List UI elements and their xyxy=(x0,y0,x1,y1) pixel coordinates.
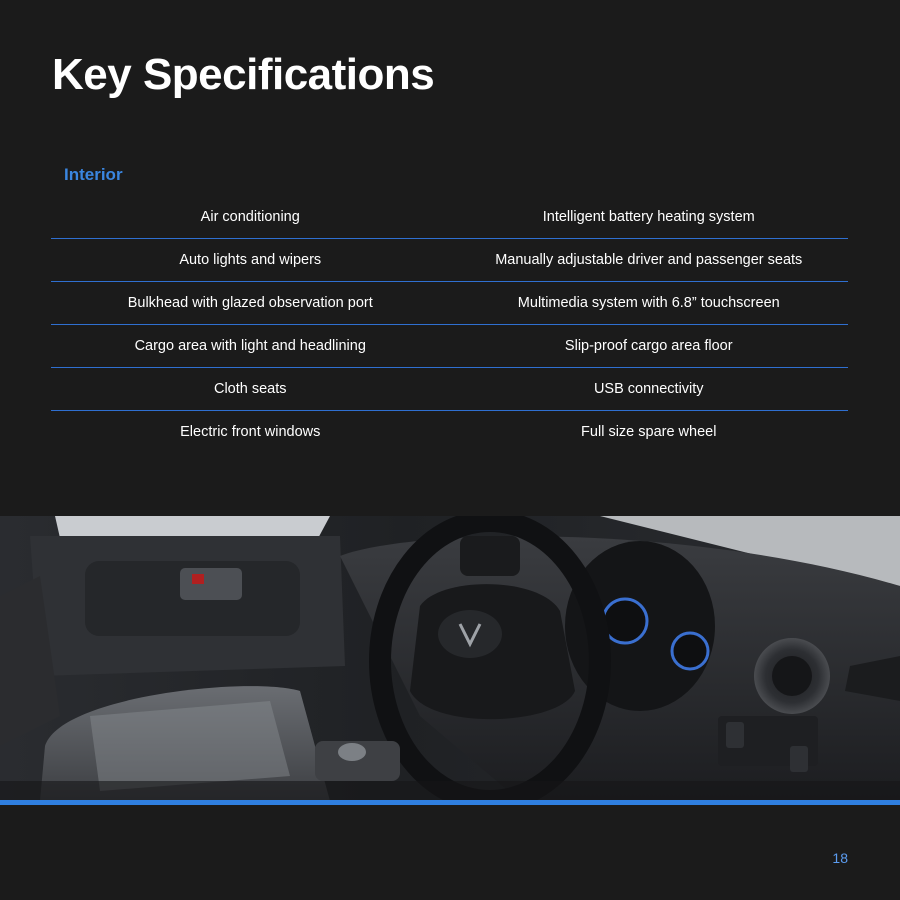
spec-row xyxy=(51,368,848,411)
spec-item: Cargo area with light and headlining xyxy=(134,338,366,354)
spec-item: Cloth seats xyxy=(213,381,287,397)
spec-item: Bulkhead with glazed observation port xyxy=(127,295,373,311)
spec-row xyxy=(51,239,848,282)
vehicle-interior-photo xyxy=(0,516,900,801)
section-label-interior: Interior xyxy=(64,165,123,184)
spec-row xyxy=(51,282,848,325)
spec-item: Auto lights and wipers xyxy=(179,252,322,268)
spec-row xyxy=(51,325,848,368)
spec-item: Multimedia system with 6.8” touchscreen xyxy=(517,295,780,311)
page-number: 18 xyxy=(832,850,848,866)
spec-row xyxy=(51,196,848,239)
spec-item: Slip-proof cargo area floor xyxy=(564,338,733,354)
spec-item: Electric front windows xyxy=(180,424,321,440)
spec-row xyxy=(51,411,848,453)
accent-bar xyxy=(0,800,900,805)
spec-table xyxy=(51,196,848,453)
spec-item: Intelligent battery heating system xyxy=(542,209,755,225)
page-title: Key Specifications xyxy=(52,50,435,99)
spec-item: Air conditioning xyxy=(200,209,300,225)
spec-item: USB connectivity xyxy=(593,381,704,397)
spec-item: Manually adjustable driver and passenger seats xyxy=(495,252,803,268)
spec-item: Full size spare wheel xyxy=(581,424,717,440)
